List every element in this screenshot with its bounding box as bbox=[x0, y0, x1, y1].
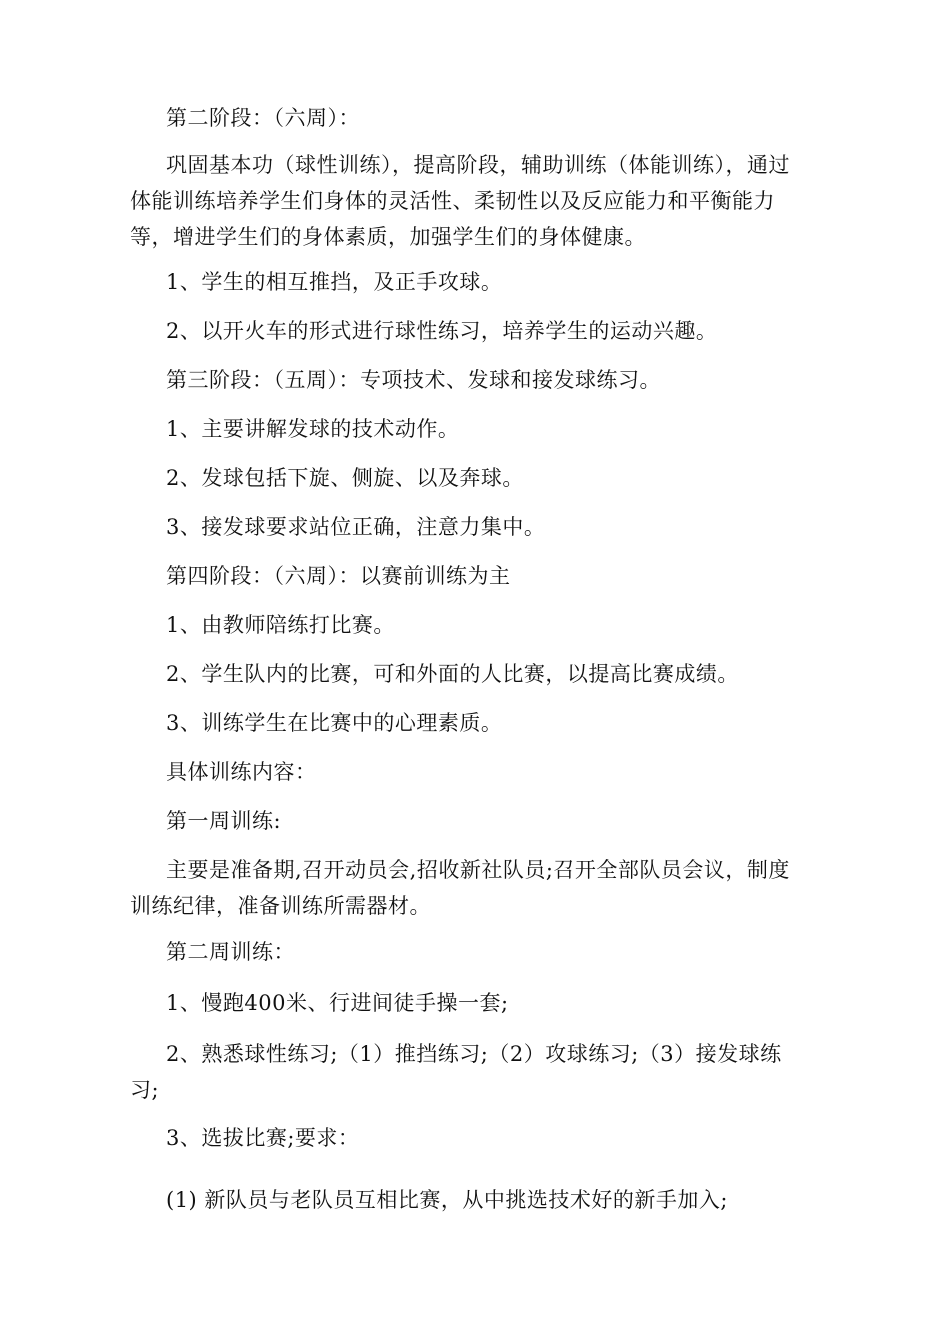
list-item: 1、学生的相互推挡，及正手攻球。 bbox=[166, 270, 503, 294]
training-content-heading: 具体训练内容： bbox=[166, 760, 317, 784]
list-item: 2、以开火车的形式进行球性练习，培养学生的运动兴趣。 bbox=[166, 319, 718, 343]
list-item: 3、训练学生在比赛中的心理素质。 bbox=[166, 711, 503, 735]
list-item: 2、发球包括下旋、侧旋、以及奔球。 bbox=[166, 466, 524, 490]
list-item: 2、熟悉球性练习;（1）推挡练习;（2）攻球练习;（3）接发球练习; bbox=[130, 1042, 782, 1102]
list-item: 1、慢跑400米、行进间徒手操一套; bbox=[166, 991, 509, 1015]
list-item: 3、选拔比赛;要求： bbox=[166, 1126, 360, 1150]
list-item: 1、由教师陪练打比赛。 bbox=[166, 613, 395, 637]
list-item: 1、主要讲解发球的技术动作。 bbox=[166, 417, 460, 441]
list-item: 2、学生队内的比赛，可和外面的人比赛，以提高比赛成绩。 bbox=[166, 662, 739, 686]
list-item: 3、接发球要求站位正确，注意力集中。 bbox=[166, 515, 546, 539]
list-item: (1) 新队员与老队员互相比赛，从中挑选技术好的新手加入; bbox=[166, 1188, 728, 1212]
stage-two-description: 巩固基本功（球性训练），提高阶段，辅助训练（体能训练），通过体能训练培养学生们身体的灵活性、柔韧性以及反应能力和平衡能力等，增进学生们的身体素质，加强学生们的身体健康。 bbox=[130, 153, 790, 249]
stage-two-heading: 第二阶段：（六周）： bbox=[166, 106, 360, 130]
stage-four-heading: 第四阶段：（六周）：以赛前训练为主 bbox=[166, 564, 511, 588]
week-one-heading: 第一周训练: bbox=[166, 809, 282, 833]
stage-three-heading: 第三阶段：（五周）：专项技术、发球和接发球练习。 bbox=[166, 368, 661, 392]
week-one-description: 主要是准备期,召开动员会,招收新社队员;召开全部队员会议，制度训练纪律，准备训练所需器材。 bbox=[130, 858, 790, 918]
week-two-heading: 第二周训练： bbox=[166, 940, 295, 964]
